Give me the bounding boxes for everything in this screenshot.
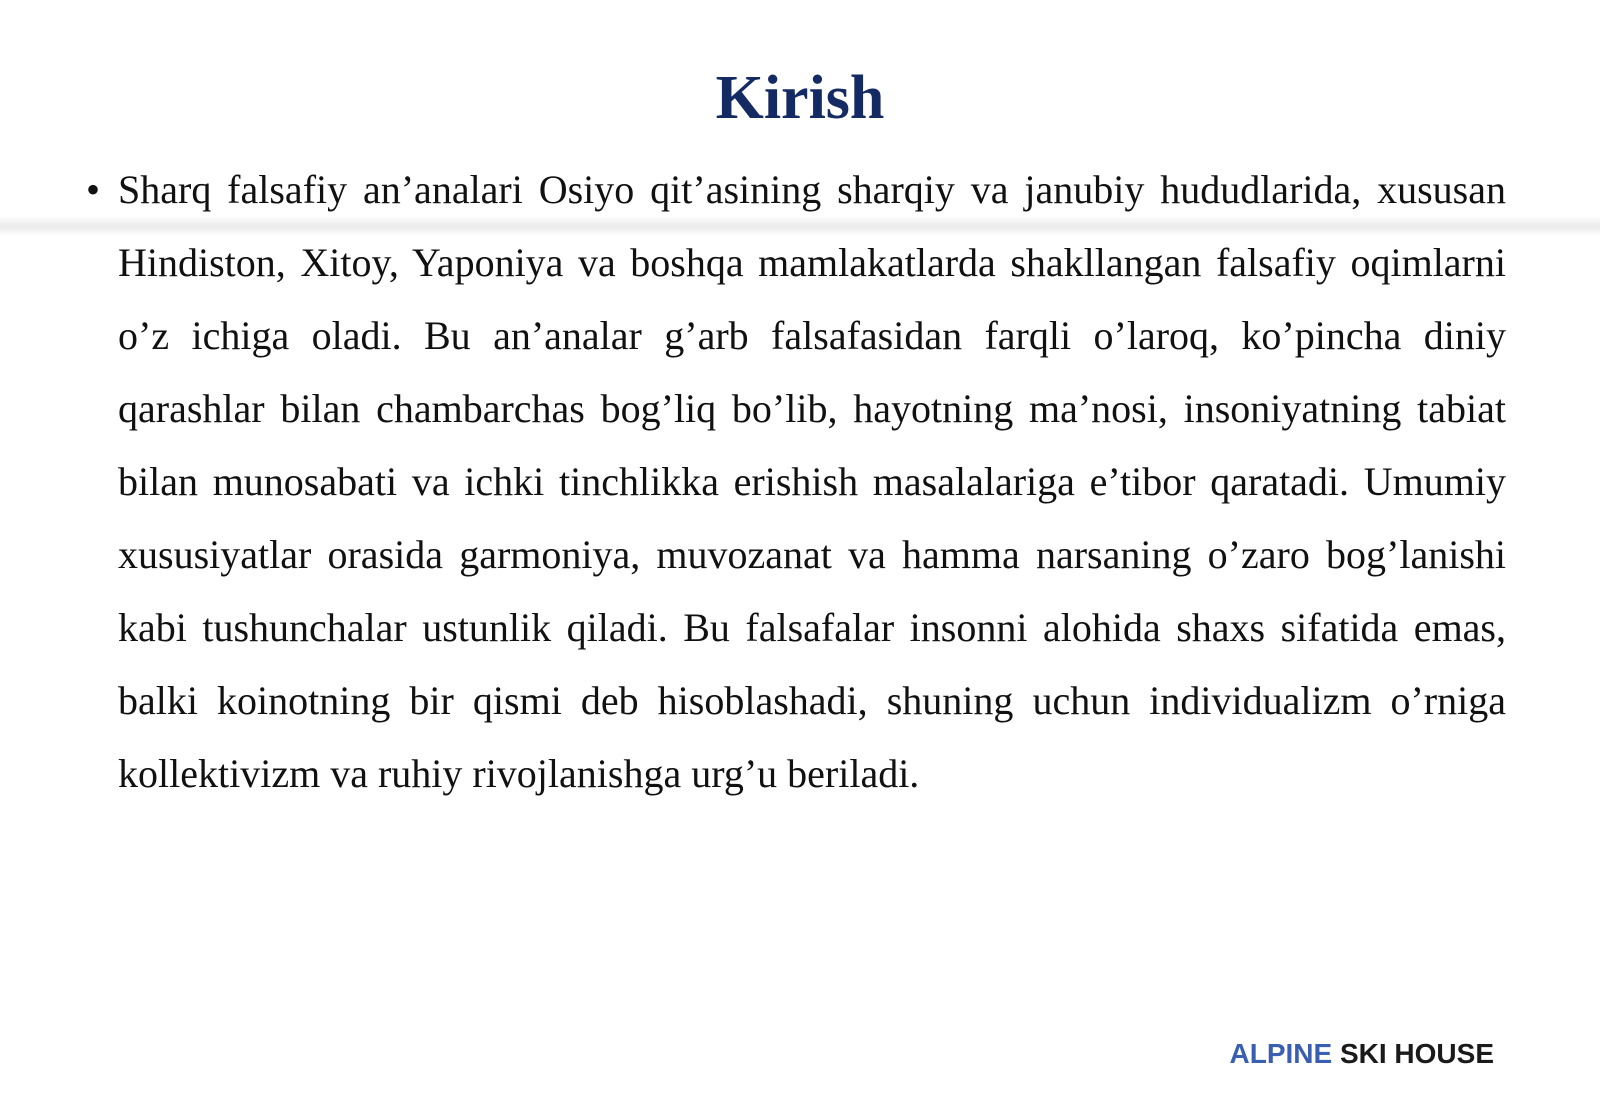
bullet-text: Sharq falsafiy an’analari Osiyo qit’asining sharqiy va janubiy hududlarida, xususan Hindiston, Xitoy, Yaponiya va boshqa mamlakatlarda shakllangan falsafiy oqimlarni o’z ichiga oladi. Bu an’analar g’arb falsafasidan farqli o’laroq, ko’pincha diniy qarashlar bilan chambarchas bog’liq bo’lib, hayotning ma’nosi, insoniyatning tabiat bilan munosabati va ichki tinchlikka erishish masalalariga e’tibor qaratadi. Umumiy xususiyatlar orasida garmoniya, muvozanat va hamma narsaning o’zaro bog’lanishi kabi tushunchalar ustunlik qiladi. Bu falsafalar insonni alohida shaxs sifatida emas, balki koinotning bir qismi deb hisoblashadi, shuning uchun individualizm o’rniga kollektivizm va ruhiy rivojlanishga urg’u beriladi. bbox=[118, 167, 1506, 796]
slide-title: Kirish bbox=[715, 64, 885, 132]
brand-logo-part1: ALPINE bbox=[1229, 1038, 1333, 1069]
brand-logo bbox=[1230, 1037, 1495, 1071]
bullet-dot-icon: • bbox=[86, 167, 101, 212]
brand-logo-part2: SKI HOUSE bbox=[1332, 1038, 1494, 1069]
slide-body bbox=[86, 153, 1506, 810]
bullet-item bbox=[86, 153, 1506, 810]
